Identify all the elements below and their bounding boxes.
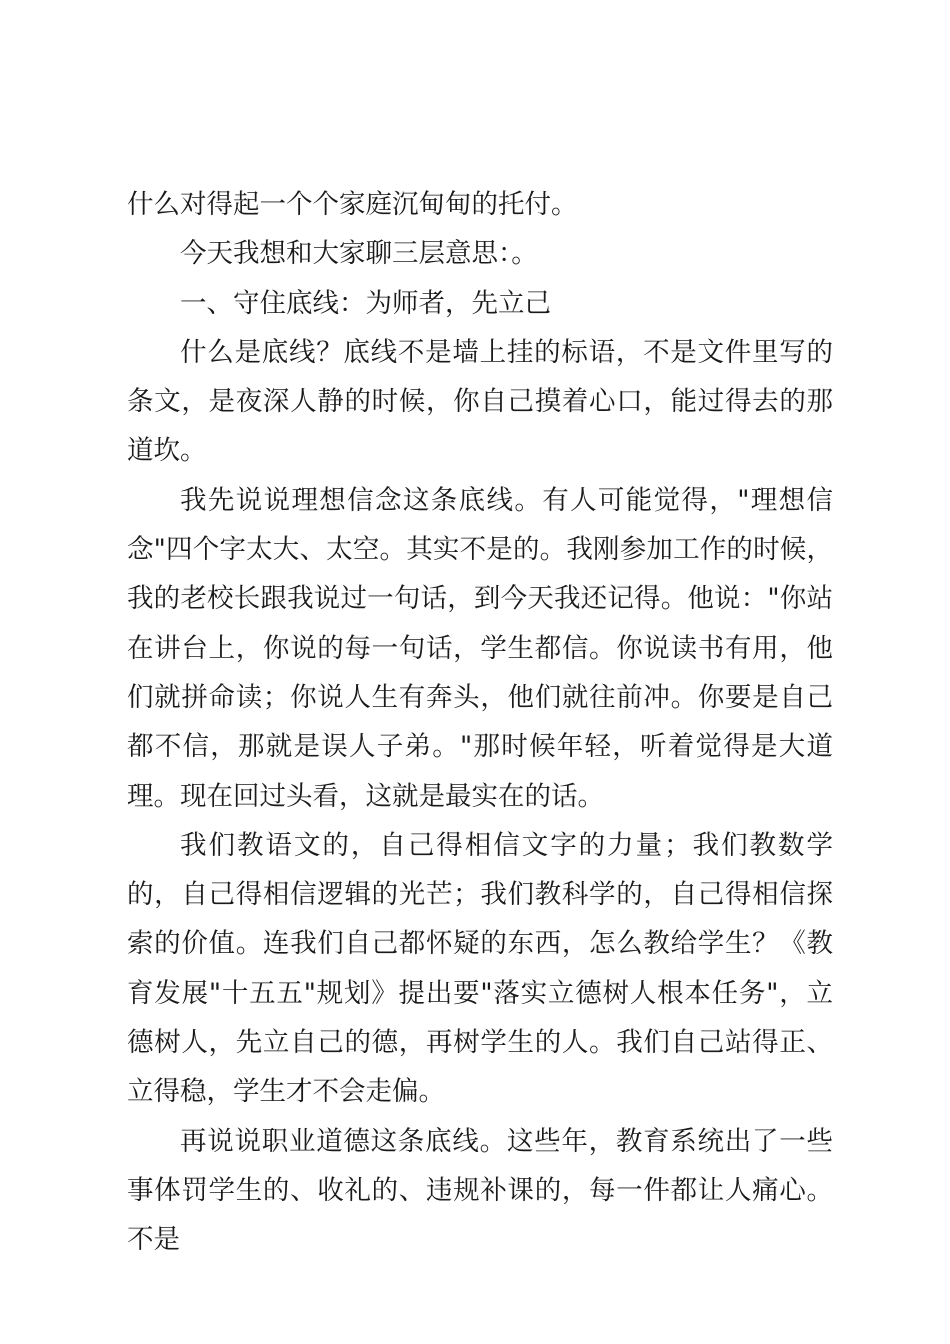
paragraph-bottom-line: 什么是底线？底线不是墙上挂的标语，不是文件里写的条文，是夜深人静的时候，你自己摸着心口，能过得去的那道坎。 bbox=[127, 336, 833, 467]
paragraph-intro: 今天我想和大家聊三层意思：。 bbox=[180, 238, 538, 270]
paragraph-ideals: 我先说说理想信念这条底线。有人可能觉得，"理想信念"四个字太大、太空。其实不是的。我刚参加工作的时候，我的老校长跟我说过一句话，到今天我还记得。他说："你站在讲台上，你说的每一句话，学生都信。你说读书有用，他们就拼命读；你说人生有奔头，他们就往前冲。你要是自己都不信，那就是误人子弟。"那时候年轻，听着觉得是大道理。现在回过头看，这就是最实在的话。 bbox=[127, 484, 833, 812]
paragraph-subjects: 我们教语文的，自己得相信文字的力量；我们教数学的，自己得相信逻辑的光芒；我们教科学的，自己得相信探索的价值。连我们自己都怀疑的东西，怎么教给学生？《教育发展"十五五"规划》提出要"落实立德树人根本任务"，立德树人，先立自己的德，再树学生的人。我们自己站得正、立得稳，学生才不会走偏。 bbox=[127, 829, 833, 1108]
document-body bbox=[127, 180, 833, 1265]
paragraph-continuation: 什么对得起一个个家庭沉甸甸的托付。 bbox=[127, 189, 578, 220]
section-heading: 一、守住底线：为师者，先立己 bbox=[180, 287, 551, 319]
paragraph-ethics: 再说说职业道德这条底线。这些年，教育系统出了一些事体罚学生的、收礼的、违规补课的，每一件都让人痛心。不是 bbox=[127, 1125, 833, 1256]
